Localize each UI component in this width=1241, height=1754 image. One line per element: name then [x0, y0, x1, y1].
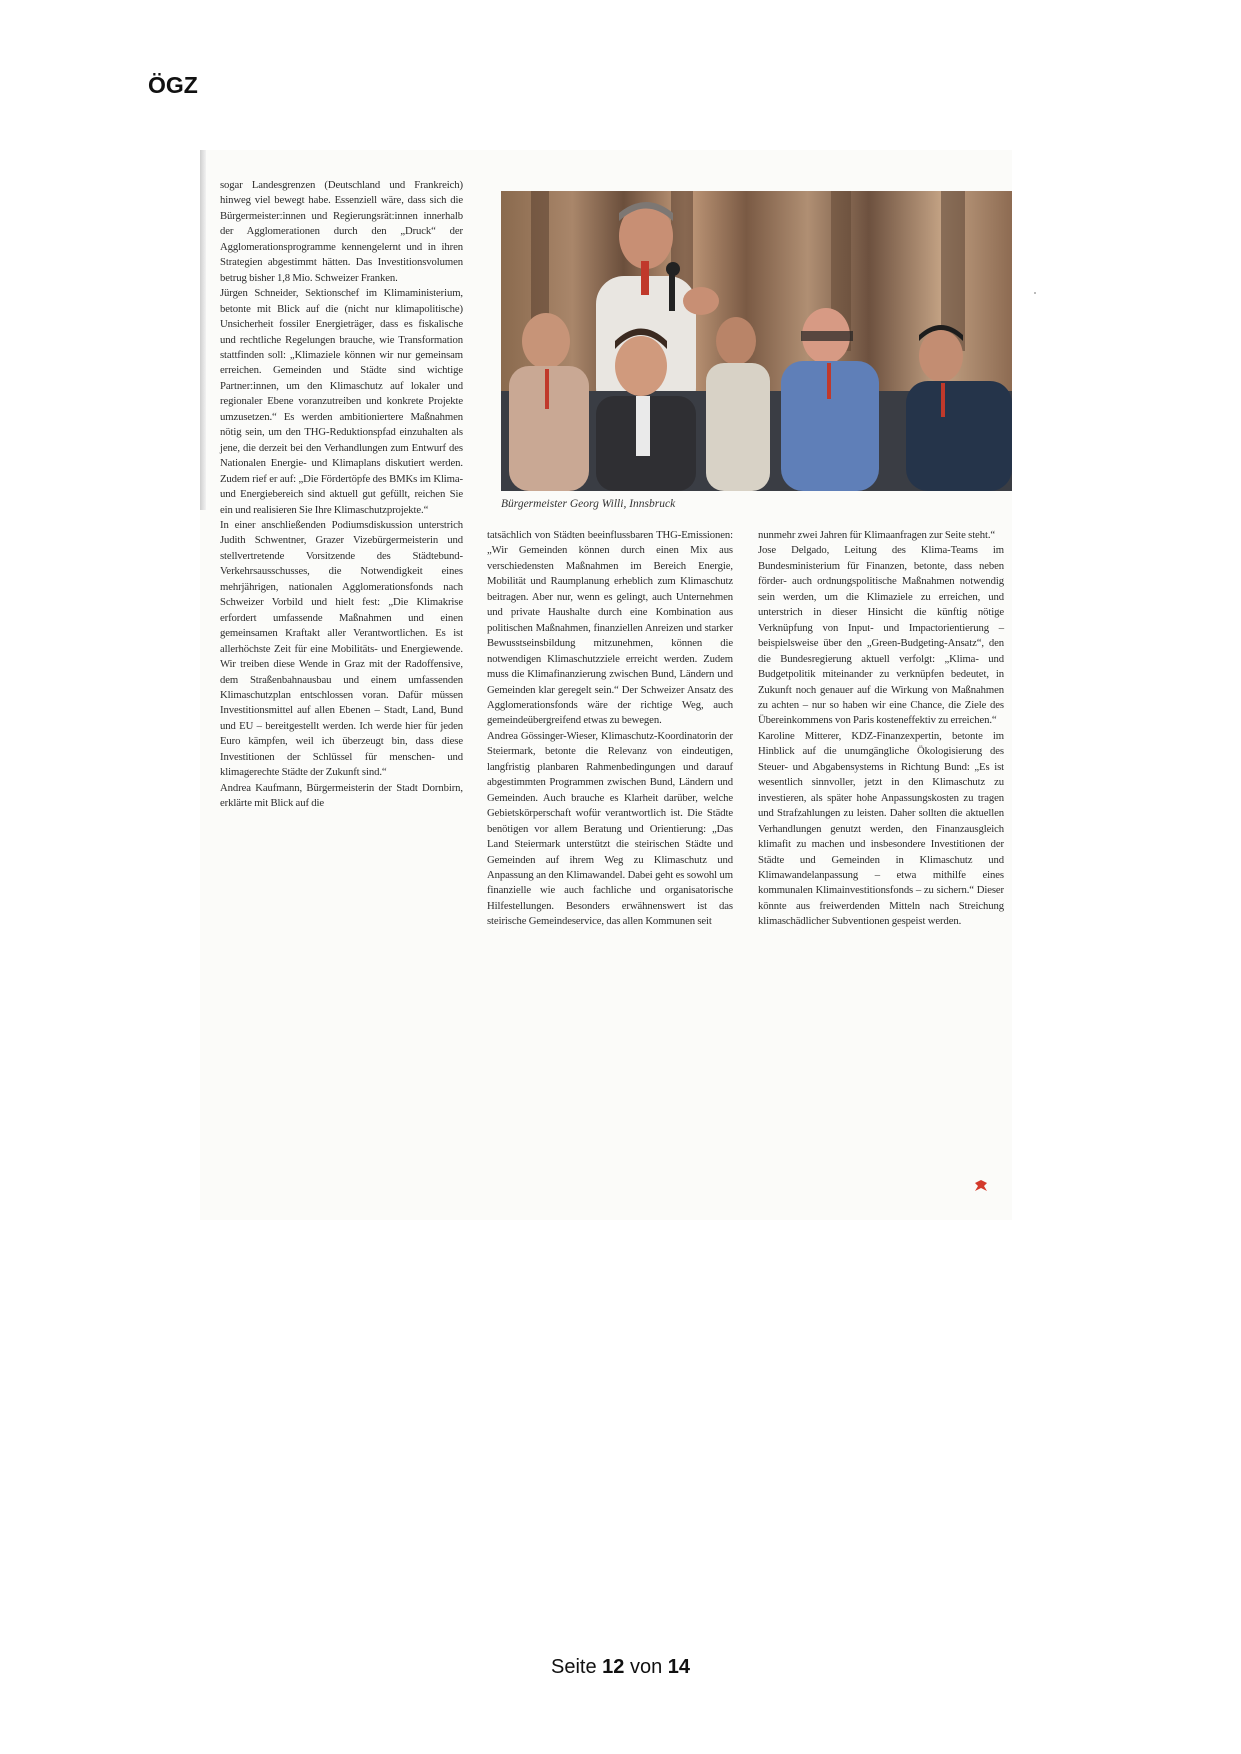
scan-shadow: [200, 150, 206, 510]
photo-illustration: [501, 191, 1012, 491]
scan-speck: [1034, 292, 1036, 294]
paragraph: Andrea Gössinger-Wieser, Klimaschutz-Koordinatorin der Steiermark, betonte die Relevanz von eindeutigen, langfristig planbaren Rahmenbedingungen und darauf abgestimmten Programmen zwischen Bund, Ländern und Gemeinden. Auch brauche es Klarheit darüber, welche Gebietskörperschaft wofür verantwortlich ist. Die Städte benötigen vor allem Beratung und Orientierung: „Das Land Steiermark unterstützt die steirischen Städte und Gemeinden auf ihrem Weg zu Klimaschutz und Anpassung an den Klimawandel. Dabei geht es sowohl um finanzielle wie auch fachliche und organisatorische Hilfestellungen. Besonders erwähnenswert ist das steirische Gemeindeservice, das allen Kommunen seit: [487, 729, 733, 928]
footer-page-number: 12: [602, 1656, 625, 1678]
paragraph: Jose Delgado, Leitung des Klima-Teams im Bundesministerium für Finanzen, betonte, dass neben förder- auch ordnungspolitische Maßnahmen notwendig sein werden, um die Klimaziele zu erreichen, und unterstrich in dieser Hinsicht die künftig nötige Verknüpfung von Input- und Impactorientierung – beispielsweise über den „Green-Budgeting-Ansatz“, den die Bundesregierung aktuell verfolgt: „Klima- und Budgetpolitik miteinander zu verknüpfen bedeutet, in Zukunft noch genauer auf die Wirkung von Maßnahmen zu achten – nur so haben wir eine Chance, die Ziele des Übereinkommens von Paris kosteneffektiv zu erreichen.“: [758, 544, 1004, 727]
article-column-3: [758, 528, 1004, 930]
footer-prefix: Seite: [550, 1656, 597, 1678]
footer-total-pages: 14: [667, 1656, 691, 1678]
paragraph: Andrea Kaufmann, Bürgermeisterin der Stadt Dornbirn, erklärte mit Blick auf die: [220, 781, 463, 810]
article-column-2: [487, 528, 733, 930]
footer-middle: von: [629, 1656, 663, 1678]
paragraph: nunmehr zwei Jahren für Klimaanfragen zur Seite steht.“: [758, 529, 996, 541]
paragraph: In einer anschließenden Podiumsdiskussion unterstrich Judith Schwentner, Grazer Vizebürgermeisterin und stellvertretende Vorsitzende des Städtebund-Verkehrsausschusses, die Notwendigkeit eines mehrjährigen, nationalen Agglomerationsfonds nach Schweizer Vorbild und hielt fest: „Die Klimakrise erfordert umfassende Maßnahmen und einen gemeinsamen Kraftakt aller Verantwortlichen. Es ist allerhöchste Zeit für eine Mobilitäts- und Energiewende. Wir treiben diese Wende in Graz mit der Radoffensive, dem Straßenbahnausbau und einem umfassenden Klimaschutzplan entschlossen voran. Dafür müssen Investitionsmittel auf allen Ebenen – Stadt, Land, Bund und EU – bereitgestellt werden. Ich werde hier für jeden Euro kämpfen, weil ich überzeugt bin, dass diese Investitionen der Schlüssel für menschen- und klimagerechte Städte der Zukunft sind.“: [220, 518, 463, 779]
photo-caption: Bürgermeister Georg Willi, Innsbruck: [501, 498, 676, 510]
article-column-1: [220, 178, 463, 812]
paragraph: Karoline Mitterer, KDZ-Finanzexpertin, betonte im Hinblick auf die unumgängliche Ökologisierung des Steuer- und Abgabensystems in Richtung Bund: „Es ist wesentlich sinnvoller, jetzt in den Klimaschutz zu investieren, als später hohe Anpassungskosten zu tragen und Strafzahlungen zu leisten. Daher sollten die aktuellen Verhandlungen genutzt werden, den Finanzausgleich klimafit zu machen und insbesondere Investitionen der Städte und Gemeinden in Klimaschutz und Klimawandelanpassung – etwa mithilfe eines kommunalen Klimainvestitionsfonds – zu sichern.“ Dieser könnte aus freiwerdenden Mitteln nach Streichung klimaschädlicher Subventionen gespeist werden.: [758, 729, 1004, 928]
page-footer: [0, 1656, 1241, 1679]
paragraph: Jürgen Schneider, Sektionschef im Klimaministerium, betonte mit Blick auf die (nicht nur klimapolitische) Unsicherheit fossiler Energieträger, dass es fiskalische und rechtliche Regelungen brauche, wie Transformation stattfinden soll: „Klimaziele können wir nur gemeinsam erreichen. Gemeinden und Städte sind wichtige Partner:innen, um den Klimaschutz auf lokaler und regionaler Ebene voranzutreiben und konkrete Projekte umzusetzen.“ Es werden ambitioniertere Maßnahmen nötig sein, um den THG-Reduktionspfad einzuhalten als jene, die derzeit bei den Verhandlungen zum Entwurf des Nationalen Energie- und Klimaplans diskutiert werden. Zudem rief er auf: „Die Fördertöpfe des BMKs im Klima- und Energiebereich sind aktuell gut gefüllt, reichen Sie ein und realisieren Sie Ihre Klimaschutzprojekte.“: [220, 287, 463, 516]
conference-photo: [501, 191, 1012, 491]
article-end-icon: [974, 1180, 988, 1192]
header-label: ÖGZ: [148, 72, 198, 98]
paragraph: sogar Landesgrenzen (Deutschland und Frankreich) hinweg viel bewegt habe. Essenziell wäre, dass sich die Bürgermeister:innen und Regierungsrät:innen innerhalb der Agglomerationen durch den „Druck“ der Agglomerationsprogramme kennengelernt und in ihren Strategien abgestimmt hätten. Das Investitionsvolumen betrug bisher 1,8 Mio. Schweizer Franken.: [220, 179, 463, 284]
paragraph: tatsächlich von Städten beeinflussbaren THG-Emissionen: „Wir Gemeinden können durch einen Mix aus verschiedensten Maßnahmen im Bereich Energie, Mobilität und Raumplanung erheblich zum Klimaschutz beitragen. Aber nur, wenn es gelingt, auch Unternehmen und private Haushalte durch eine Kombination aus politischen Maßnahmen, finanziellen Anreizen und starker Bewusstseinsbildung mitzunehmen, können die notwendigen Klimaschutzziele erreicht werden. Zudem muss die Klimafinanzierung zwischen Bund, Ländern und Gemeinden klar geregelt sein.“ Der Schweizer Ansatz des Agglomerationsfonds wäre der richtige Weg, auch gemeindeübergreifend etwas zu bewegen.: [487, 529, 733, 727]
